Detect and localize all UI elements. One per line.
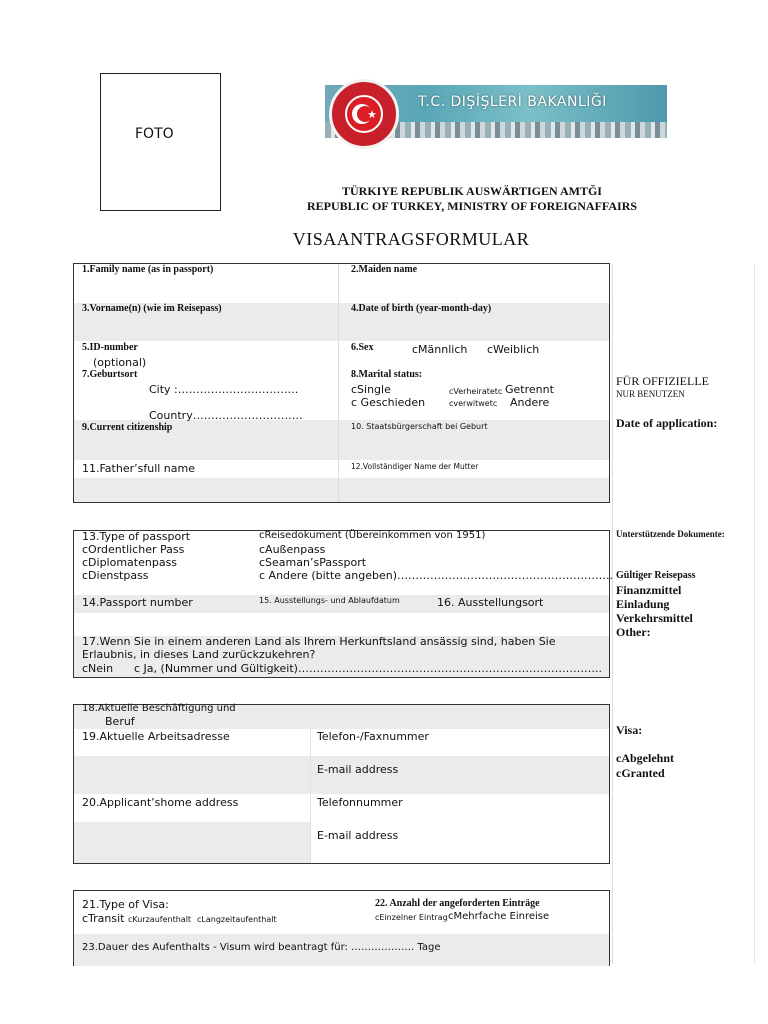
citizenship-birth-label: 10. Staatsbürgerschaft bei Geburt — [351, 422, 488, 431]
official-use-line1: FÜR OFFIZIELLE — [616, 374, 709, 388]
row-shade-3 — [74, 478, 609, 502]
column-divider-3 — [310, 729, 311, 863]
separated-checkbox[interactable]: Getrennt — [505, 383, 554, 396]
id-number-label: 5.ID-number — [82, 342, 138, 353]
passport-number-label: 14.Passport number — [82, 596, 193, 609]
banner-title: T.C. DIŞİŞLERİ BAKANLIĞI — [418, 94, 607, 110]
email-label-2: E-mail address — [317, 829, 399, 842]
occupation-label-line1: 18.Aktuelle Beschäftigung und — [82, 703, 236, 714]
seaman-passport-checkbox[interactable]: cSeaman’sPassport — [259, 556, 367, 569]
visa-label: Visa: — [616, 723, 643, 737]
ministry-heading-en: REPUBLIC OF TURKEY, MINISTRY OF FOREIGNAFFAIRS — [306, 199, 638, 213]
sex-label: 6.Sex — [351, 342, 374, 353]
supporting-docs-label: Unterstützende Dokumente: — [616, 529, 725, 539]
yes-checkbox[interactable]: c Ja, (Nummer und Gültigkeit)……………………………………………………………………….. — [134, 662, 602, 675]
valid-passport-label: Gültiger Reisepass — [616, 570, 696, 581]
ministry-heading-de: TÜRKIYE REPUBLIK AUSWÄRTIGEN AMTĞI — [342, 184, 602, 198]
place-of-issue-label: 16. Ausstellungsort — [437, 596, 544, 609]
maiden-name-label: 2.Maiden name — [351, 264, 418, 275]
other-marital-checkbox[interactable]: Andere — [510, 396, 550, 409]
entries-label: 22. Anzahl der angeforderten Einträge — [375, 898, 540, 909]
row-shade-8 — [74, 822, 310, 863]
residence-question-line2: Erlaubnis, in dieses Land zurückzukehren? — [82, 648, 316, 661]
duration-label: 23.Dauer des Aufenthalts - Visum wird beantragt für: ………………. Tage — [82, 942, 441, 953]
visa-type-label: 21.Type of Visa: — [82, 898, 169, 911]
other-passport-checkbox[interactable]: c Andere (bitte angeben)………………………………………………….. — [259, 569, 614, 582]
ordinary-passport-checkbox[interactable]: cOrdentlicher Pass — [82, 543, 185, 556]
sex-male-checkbox[interactable]: cMännlich — [412, 343, 468, 356]
short-stay-checkbox[interactable]: cKurzaufenthalt — [128, 915, 192, 924]
transit-checkbox[interactable]: cTransit — [82, 912, 125, 925]
sex-female-checkbox[interactable]: cWeiblich — [487, 343, 540, 356]
optional-label: (optional) — [93, 356, 147, 369]
widowed-checkbox[interactable]: cverwitwetc — [449, 399, 498, 408]
transport-label: Verkehrsmittel — [616, 611, 693, 625]
home-address-label: 20.Applicant’shome address — [82, 796, 239, 809]
geburtsort-label: 7.Geburtsort — [82, 369, 138, 380]
official-use-line2: NUR BENUTZEN — [616, 389, 685, 399]
passport-type-label: 13.Type of passport — [82, 530, 191, 543]
city-field[interactable]: City :……………….………….. — [149, 383, 299, 396]
marital-status-label: 8.Marital status: — [351, 369, 423, 380]
long-stay-checkbox[interactable]: cLangzeitaufenthalt — [197, 915, 277, 924]
issue-expiry-label: 15. Ausstellungs- und Ablaufdatum — [259, 596, 400, 605]
photo-label: FOTO — [135, 126, 174, 142]
rejected-checkbox[interactable]: cAbgelehnt — [616, 751, 674, 765]
multiple-entry-checkbox[interactable]: cMehrfache Einreise — [448, 911, 550, 922]
country-field[interactable]: Country………………………… — [149, 409, 303, 422]
divorced-checkbox[interactable]: c Geschieden — [351, 396, 426, 409]
other-docs-label: Other: — [616, 625, 651, 639]
tel-fax-label: Telefon-/Faxnummer — [317, 730, 429, 743]
crescent-star-icon — [345, 95, 383, 133]
column-divider — [338, 264, 339, 502]
no-checkbox[interactable]: cNein — [82, 662, 114, 675]
email-label-1: E-mail address — [317, 763, 399, 776]
funds-label: Finanzmittel — [616, 583, 682, 597]
single-entry-checkbox[interactable]: cEinzelner Eintrag — [375, 913, 448, 922]
foreign-passport-checkbox[interactable]: cAußenpass — [259, 543, 326, 556]
father-name-label: 11.Father’sfull name — [82, 462, 196, 475]
diplomatic-passport-checkbox[interactable]: cDiplomatenpass — [82, 556, 178, 569]
residence-question-line1: 17.Wenn Sie in einem anderen Land als Ihrem Herkunftsland ansässig sind, haben Sie — [82, 635, 556, 648]
telephone-label: Telefonnummer — [317, 796, 403, 809]
mother-name-label: 12.Vollständiger Name der Mutter — [351, 462, 479, 471]
travel-document-checkbox[interactable]: cReisedokument (Übereinkommen von 1951) — [259, 530, 486, 541]
citizenship-label: 9.Current citizenship — [82, 422, 173, 433]
form-title: VISAANTRAGSFORMULAR — [292, 229, 530, 249]
invitation-label: Einladung — [616, 597, 670, 611]
married-checkbox[interactable]: cVerheiratetc — [449, 387, 503, 396]
dob-label: 4.Date of birth (year-month-day) — [351, 303, 492, 314]
occupation-label-line2: Beruf — [105, 715, 135, 728]
service-passport-checkbox[interactable]: cDienstpass — [82, 569, 149, 582]
work-address-label: 19.Aktuelle Arbeitsadresse — [82, 730, 230, 743]
granted-checkbox[interactable]: cGranted — [616, 766, 665, 780]
single-checkbox[interactable]: cSingle — [351, 383, 391, 396]
family-name-label: 1.Family name (as in passport) — [82, 264, 214, 275]
date-of-application-label: Date of application: — [616, 416, 718, 430]
vorname-label: 3.Vorname(n) (wie im Reisepass) — [82, 303, 222, 314]
